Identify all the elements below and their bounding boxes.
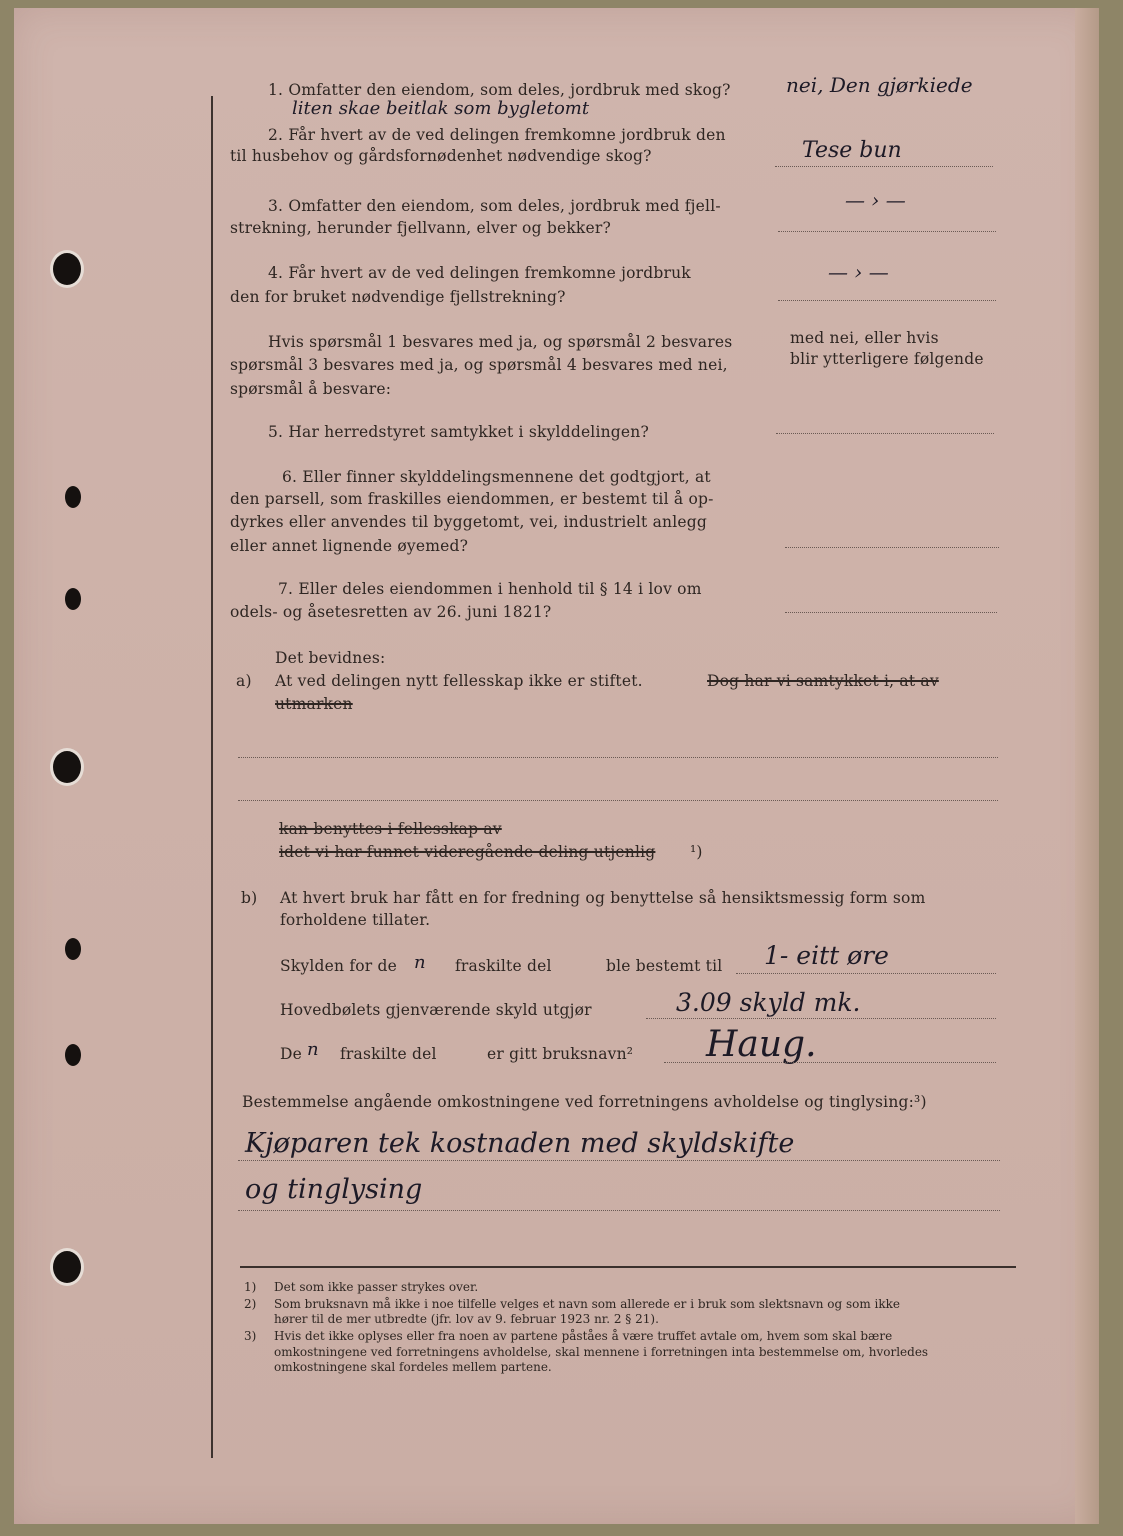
q2-line1: 2. Får hvert av de ved delingen fremkomne jordbruk den [268,126,726,144]
q6-line4: eller annet lignende øyemed? [230,537,469,555]
q6-line1: 6. Eller finner skylddelingsmennene det godtgjort, at [282,468,711,486]
omkost-dotted-line-2 [238,1210,1000,1211]
skyld-handwritten-n: n [414,952,426,973]
certify-heading: Det bevidnes: [275,649,386,667]
skyld-label-a: Skylden for de [280,957,398,975]
q1-answer2: liten skae beitlak som bygletomt [292,98,590,119]
conditional-right2: blir ytterligere følgende [790,350,984,368]
q4-line1: 4. Får hvert av de ved delingen fremkomne jordbruk [268,264,691,282]
q4-dotted-line [778,300,996,301]
certify-a-label: a) [236,672,252,690]
binder-hole-7 [50,1248,84,1286]
page-edge [1075,8,1099,1524]
footnote-3-line3: omkostningene skal fordeles mellem partene. [274,1360,552,1374]
certify-dotted-line-1 [238,757,998,758]
binder-hole-5 [65,938,81,960]
skyld-value: 1- eitt øre [764,941,889,970]
footnote-rule [240,1266,1016,1268]
skyld-dotted-line [736,973,996,974]
q3-answer: — › — [845,188,906,212]
binder-hole-6 [65,1044,81,1066]
binder-hole-4 [50,748,84,786]
conditional-line3: spørsmål å besvare: [230,380,392,398]
q4-answer: — › — [828,260,889,284]
certify-a-text: At ved delingen nytt fellesskap ikke er stiftet. [275,672,643,690]
q3-line2: strekning, herunder fjellvann, elver og bekker? [230,219,612,237]
hoved-label: Hovedbølets gjenværende skyld utgjør [280,1001,592,1019]
conditional-line1: Hvis spørsmål 1 besvares med ja, og spørsmål 2 besvares [268,333,733,351]
q3-line1: 3. Omfatter den eiendom, som deles, jordbruk med fjell- [268,197,721,215]
q1-line1: 1. Omfatter den eiendom, som deles, jordbruk med skog? [268,81,731,99]
q7-line2: odels- og åsetesretten av 26. juni 1821? [230,603,552,621]
certify-a-struck2: utmarken [275,695,353,713]
q7-dotted-line [785,612,997,613]
bruksnavn-value: Haug. [706,1024,817,1065]
certify-struck-note: ¹) [690,843,703,861]
q3-dotted-line [778,231,996,232]
q2-answer: Tese bun [802,138,902,163]
omkost-dotted-line-1 [238,1160,1000,1161]
omkost-handwritten-2: og tinglysing [245,1174,423,1205]
q6-dotted-line [785,547,999,548]
skyld-label-b: fraskilte del [455,957,552,975]
bruksnavn-label-a: De [280,1045,303,1063]
certify-a-struck1: Dog har vi samtykket i, at av [707,672,939,690]
binder-hole-3 [65,588,81,610]
footnote-2-num: 2) [244,1297,257,1311]
skyld-label-c: ble bestemt til [606,957,723,975]
q4-line2: den for bruket nødvendige fjellstrekning? [230,288,566,306]
certify-b-line2: forholdene tillater. [280,911,431,929]
hoved-value: 3.09 skyld mk. [676,988,861,1017]
omkost-label: Bestemmelse angående omkostningene ved forretningens avholdelse og tinglysing:³) [242,1093,927,1111]
q6-line3: dyrkes eller anvendes til byggetomt, vei, industrielt anlegg [230,513,707,531]
q6-line2: den parsell, som fraskilles eiendommen, er bestemt til å op- [230,490,714,508]
q5-dotted-line [776,433,994,434]
footnote-2-line2: hører til de mer utbredte (jfr. lov av 9. februar 1923 nr. 2 § 21). [274,1312,659,1326]
q1-answer1: nei, Den gjørkiede [786,73,973,97]
binder-hole-2 [65,486,81,508]
certify-b-label: b) [241,889,258,907]
bruksnavn-label-c: er gitt bruksnavn² [487,1045,634,1063]
bruksnavn-handwritten-n: n [307,1039,319,1060]
q5-line1: 5. Har herredstyret samtykket i skylddelingen? [268,423,649,441]
certify-struck-line1: kan benyttes i fellesskap av [279,820,502,838]
certify-dotted-line-2 [238,800,998,801]
q2-line2: til husbehov og gårdsfornødenhet nødvendige skog? [230,147,652,165]
bruksnavn-dotted-line [664,1062,996,1063]
conditional-right1: med nei, eller hvis [790,329,939,347]
margin-line [211,96,213,1458]
certify-b-line1: At hvert bruk har fått en for fredning og benyttelse så hensiktsmessig form som [280,889,926,907]
q7-line1: 7. Eller deles eiendommen i henhold til § 14 i lov om [278,580,702,598]
certify-struck-line2: idet vi har funnet videregående deling utjenlig [279,843,656,861]
footnote-3-line2: omkostningene ved forretningens avholdelse, skal mennene i forretningen inta bestemmelse om, hvorledes [274,1345,929,1359]
footnote-3-line1: Hvis det ikke oplyses eller fra noen av partene påståes å være truffet avtale om, hvem som skal bære [274,1329,893,1343]
footnote-2-line1: Som bruksnavn må ikke i noe tilfelle velges et navn som allerede er i bruk som slektsnavn og som ikke [274,1297,901,1311]
footnote-3-num: 3) [244,1329,257,1343]
bruksnavn-label-b: fraskilte del [340,1045,437,1063]
conditional-line2: spørsmål 3 besvares med ja, og spørsmål 4 besvares med nei, [230,356,728,374]
omkost-handwritten-1: Kjøparen tek kostnaden med skyldskifte [245,1128,795,1159]
hoved-dotted-line [646,1018,996,1019]
q2-dotted-line [775,166,993,167]
footnote-1-line1: Det som ikke passer strykes over. [274,1280,479,1294]
binder-hole-1 [50,250,84,288]
footnote-1-num: 1) [244,1280,257,1294]
